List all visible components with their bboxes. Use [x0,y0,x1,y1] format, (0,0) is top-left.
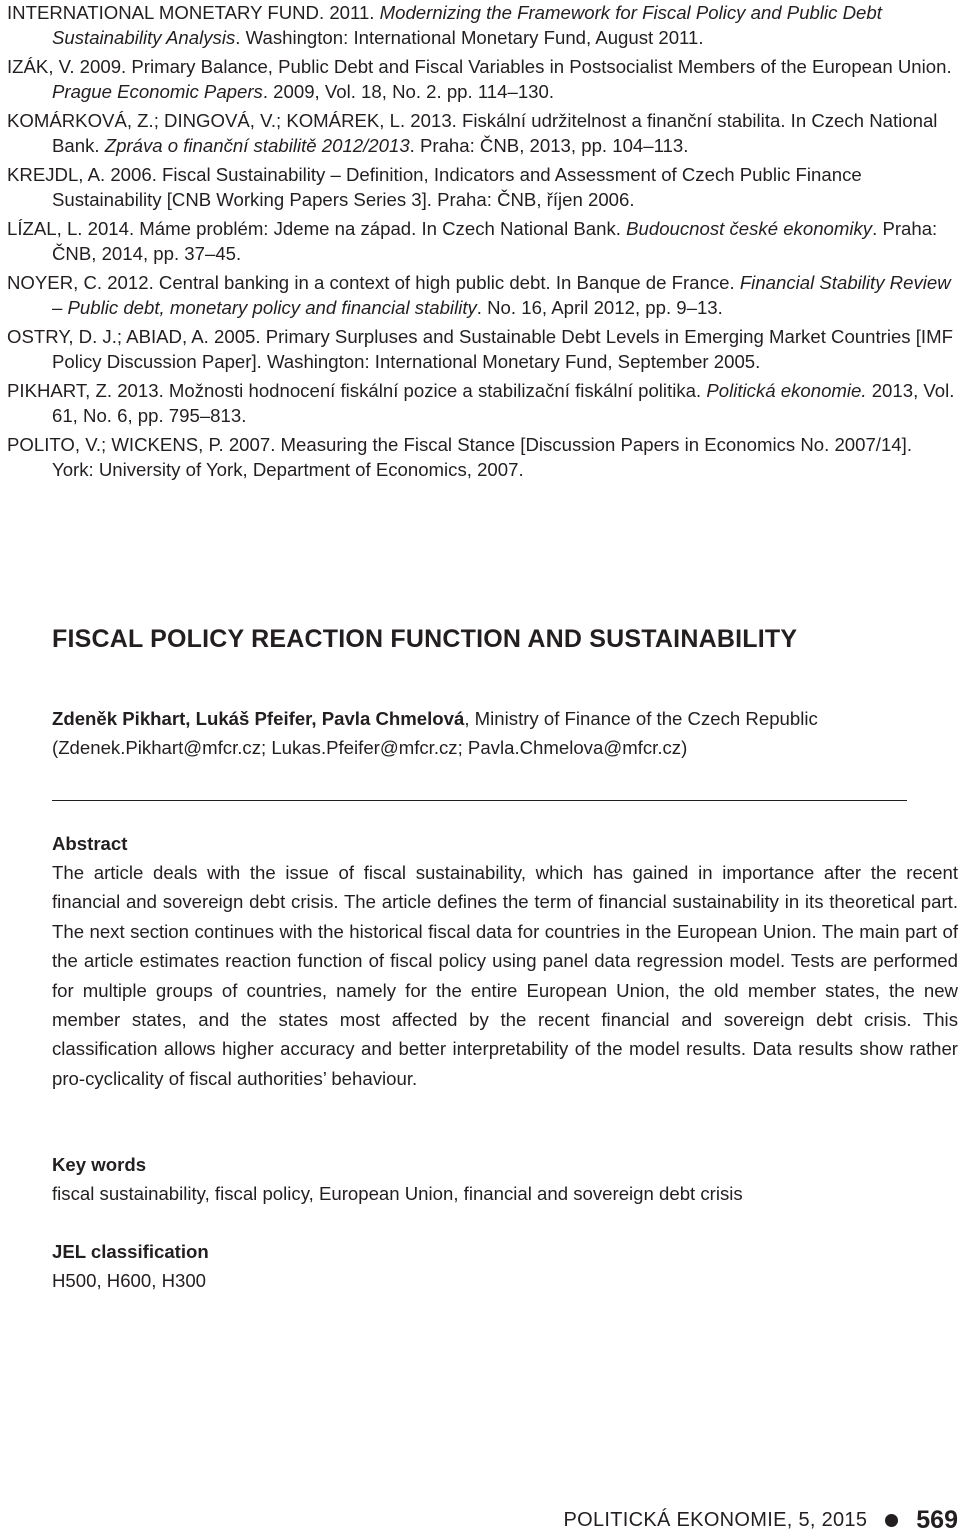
reference-text: . 2009, Vol. 18, No. 2. pp. 114–130. [262,81,555,102]
reference-text: LÍZAL, L. 2014. Máme problém: Jdeme na západ. In Czech National Bank. [7,218,627,239]
reference-text: IZÁK, V. 2009. Primary Balance, Public Debt and Fiscal Variables in Postsocialist Members of the European Union. [7,56,952,77]
reference-text: INTERNATIONAL MONETARY FUND. 2011. [7,2,380,23]
reference-text: . Praha: ČNB, 2013, pp. 104–113. [409,135,689,156]
reference-text: . No. 16, April 2012, pp. 9–13. [476,297,723,318]
reference-italic-text: Financial Stability Review – Public debt, monetary policy and financial stability [52,272,951,318]
reference-entry [7,216,955,266]
journal-name: POLITICKÁ EKONOMIE, 5, 2015 [563,1508,868,1531]
section-divider [52,800,907,801]
reference-entry [7,162,955,212]
reference-text: KREJDL, A. 2006. Fiscal Sustainability – Definition, Indicators and Assessment of Czech Public Finance Sustainability [CNB Working Papers Series 3]. Praha: ČNB, říjen 2006. [7,164,862,210]
reference-italic-text: Modernizing the Framework for Fiscal Policy and Public Debt Sustainability Analysis [52,2,882,48]
reference-entry [7,0,955,50]
jel-text: H500, H600, H300 [52,1270,207,1291]
reference-italic-text: Politická ekonomie. [706,380,867,401]
reference-text: 2013, Vol. 61, No. 6, pp. 795–813. [52,380,955,426]
bullet-separator [885,1514,898,1527]
article-title: FISCAL POLICY REACTION FUNCTION AND SUSTAINABILITY [52,625,798,653]
reference-entry [7,108,955,158]
reference-text: . Praha: ČNB, 2014, pp. 37–45. [52,218,938,264]
abstract-heading: Abstract [52,833,128,854]
page-number: 569 [916,1505,958,1534]
reference-entry [7,378,955,428]
keywords-text: fiscal sustainability, fiscal policy, European Union, financial and sovereign debt crisis [52,1183,743,1204]
reference-text: KOMÁRKOVÁ, Z.; DINGOVÁ, V.; KOMÁREK, L. 2013. Fiskální udržitelnost a finanční stabilita. In Czech National Bank. [7,110,938,156]
reference-entry [7,54,955,104]
reference-entry [7,432,955,482]
keywords-heading: Key words [52,1154,147,1175]
reference-italic-text: Zpráva o finanční stabilitě 2012/2013 [104,135,410,156]
keywords-section [52,1150,958,1208]
reference-entry [7,324,955,374]
reference-text: NOYER, C. 2012. Central banking in a context of high public debt. In Banque de France. [7,272,740,293]
reference-text: . Washington: International Monetary Fund, August 2011. [235,27,704,48]
reference-list [7,0,955,486]
page-footer [564,1500,960,1540]
reference-text: PIKHART, Z. 2013. Možnosti hodnocení fiskální pozice a stabilizační fiskální politika. [7,380,707,401]
reference-italic-text: Budoucnost české ekonomiky [626,218,873,239]
reference-text: OSTRY, D. J.; ABIAD, A. 2005. Primary Surpluses and Sustainable Debt Levels in Emerging Market Countries [IMF Policy Discussion Paper]. Washington: International Monetary Fund, September 2005. [7,326,953,372]
author-line [52,704,932,762]
reference-entry [7,270,955,320]
author-affiliation: , Ministry of Finance of the Czech Republic (Zdenek.Pikhart@mfcr.cz; Lukas.Pfeifer@mfcr.cz; Pavla.Chmelova@mfcr.cz) [52,708,818,758]
reference-text: POLITO, V.; WICKENS, P. 2007. Measuring the Fiscal Stance [Discussion Papers in Economics No. 2007/14]. York: University of York, Department of Economics, 2007. [7,434,912,480]
reference-italic-text: Prague Economic Papers [52,81,263,102]
author-names: Zdeněk Pikhart, Lukáš Pfeifer, Pavla Chmelová [52,708,465,729]
abstract-section [52,829,958,1093]
jel-heading: JEL classification [52,1241,209,1262]
jel-section [52,1237,958,1295]
abstract-text: The article deals with the issue of fiscal sustainability, which has gained in importance after the recent financial and sovereign debt crisis. The article defines the term of financial sustainability in its theoretical part. The next section continues with the historical fiscal data for countries in the European Union. The main part of the article estimates reaction function of fiscal policy using panel data regression model. Tests are performed for multiple groups of countries, namely for the entire European Union, the old member states, the new member states, and the states most affected by the recent financial and sovereign debt crisis. This classification allows higher accuracy and better interpretability of the model results. Data results show rather pro-cyclicality of fiscal authorities’ behaviour. [52,862,958,1089]
